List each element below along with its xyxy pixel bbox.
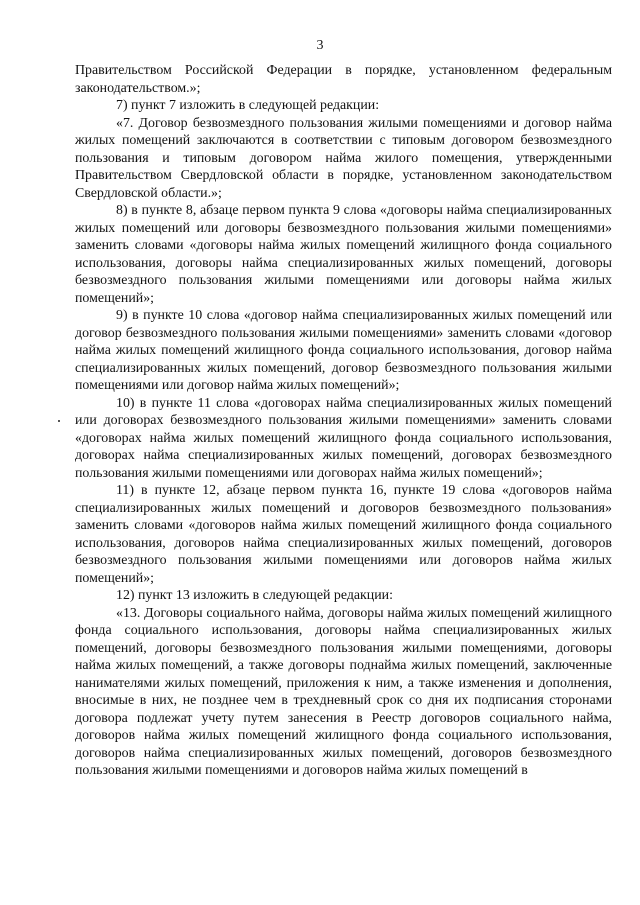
page-number: 3 <box>316 38 324 53</box>
paragraph-item-8: 8) в пункте 8, абзаце первом пункта 9 слова «договоры найма специализированных жилых помещений или договоры безвозмездного пользования жилыми помещениями» заменить словами «договоры найма жилых помещений жилищного фонда социального использования, договоры найма специализированных жилых помещений, договоры безвозмездного пользования жилыми помещениями или договоры найма жилых помещений»; <box>75 203 612 306</box>
paragraph-item-13-text: «13. Договоры социального найма, договоры найма жилых помещений жилищного фонда социального использования, договоры найма специализированных жилых помещений, договоры безвозмездного пользования жилыми помещениями, договоры найма жилых помещений, а также договоры поднайма жилых помещений, заключенные нанимателями жилых помещений, приложения к ним, а также изменения и дополнения, вносимые в них, не позднее чем в трехдневный срок со дня их подписания сторонами договора подлежат учету путем занесения в Реестр договоров социального найма, договоров найма жилых помещений жилищного фонда социального использования, договоров найма специализированных жилых помещений, договоров безвозмездного пользования жилыми помещениями и договоров найма жилых помещений в <box>75 605 612 778</box>
paragraph-item-9: 9) в пункте 10 слова «договор найма специализированных жилых помещений или договор безвозмездного пользования жилыми помещениями» заменить словами «договор найма жилых помещений жилищного фонда социального использования, договор найма специализированных жилых помещений, договор безвозмездного пользования жилыми помещениями или договор найма жилых помещений»; <box>75 308 612 393</box>
paragraph-item-11: 11) в пункте 12, абзаце первом пункта 16, пункте 19 слова «договоров найма специализированных жилых помещений и договоров безвозмездного пользования» заменить словами «договоров найма жилых помещений жилищного фонда социального использования, договоров найма специализированных жилых помещений, договоров безвозмездного пользования жилыми помещениями или договоров найма жилых помещений»; <box>75 483 612 586</box>
paragraph-item-7-text: «7. Договор безвозмездного пользования жилыми помещениями и договор найма жилых помещений заключаются в соответствии с типовым договором безвозмездного пользования и типовым договором найма жилого помещения, утвержденными Правительством Свердловской области в порядке, установленном законодательством Свердловской области.»; <box>75 115 612 201</box>
paragraph-item-7: 7) пункт 7 изложить в следующей редакции: <box>116 98 380 113</box>
paragraph-item-12: 12) пункт 13 изложить в следующей редакции: <box>116 588 393 603</box>
document-body <box>75 62 612 780</box>
paragraph-continuation: Правительством Российской Федерации в порядке, установленном федеральным законодательством.»; <box>75 63 612 96</box>
scan-dot <box>58 420 60 422</box>
paragraph-item-10: 10) в пункте 11 слова «договорах найма специализированных жилых помещений или договорах безвозмездного пользования жилыми помещениями» заменить словами «договорах найма жилых помещений жилищного фонда социального использования, договорах найма специализированных жилых помещений, договорах безвозмездного пользования жилыми помещениями или договорах найма жилых помещений»; <box>75 395 612 481</box>
